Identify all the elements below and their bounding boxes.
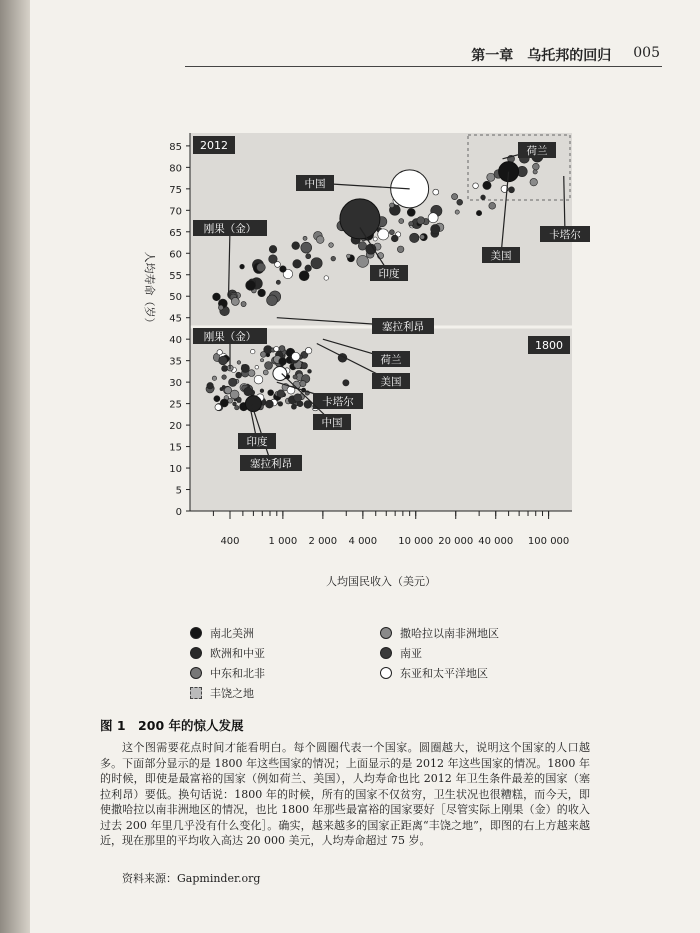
- x-axis: [190, 511, 572, 547]
- bubble-2012: [428, 213, 438, 223]
- bubble-1800: [277, 390, 285, 398]
- x-tick-label: 40 000: [478, 536, 514, 547]
- y-axis-label: 人均寿命（岁）: [143, 251, 156, 329]
- bubble-2012: [358, 242, 366, 250]
- bubble-2012: [305, 265, 312, 272]
- y-tick-label: 10: [169, 464, 182, 476]
- legend-item: [190, 685, 254, 701]
- y-axis: [169, 133, 190, 518]
- bubble-1800: [291, 404, 296, 409]
- bubble-1800: [263, 370, 268, 375]
- legend-item: [380, 665, 488, 681]
- bubble-1800: [214, 396, 220, 402]
- legend-swatch: [380, 647, 392, 659]
- y-tick-label: 80: [169, 163, 182, 175]
- y-tick-label: 0: [175, 507, 182, 518]
- legend-label: 中东和北非: [210, 667, 265, 680]
- bubble-1800: [279, 358, 287, 366]
- x-tick-label: 10 000: [398, 536, 434, 547]
- x-tick-label: 2 000: [308, 536, 338, 547]
- country-label: 美国: [380, 376, 402, 388]
- country-label: 中国: [321, 417, 343, 429]
- bubble-1800: [241, 364, 249, 372]
- bubble-2012: [410, 233, 419, 242]
- bubble-1800: [301, 363, 307, 369]
- legend-item: [190, 645, 265, 661]
- legend-item: [380, 625, 499, 641]
- bubble-1800: [233, 402, 237, 406]
- y-tick-label: 75: [169, 184, 182, 196]
- y-tick-label: 35: [169, 356, 182, 368]
- y-tick-label: 60: [169, 249, 182, 261]
- bubble-1800: [300, 381, 306, 387]
- bubble-1800: [266, 353, 270, 357]
- bubble-1800: [236, 372, 242, 378]
- bubble-2012: [231, 297, 239, 305]
- page-number: 005: [633, 45, 660, 61]
- bubble-1800: [274, 346, 279, 351]
- bubble-2012: [246, 280, 256, 290]
- bubble-2012: [357, 255, 369, 267]
- legend-label: 东亚和太平洋地区: [400, 667, 488, 680]
- bubble-2012: [276, 280, 280, 284]
- bubble-1800: [291, 352, 299, 360]
- country-label: 刚果（金）: [203, 331, 257, 343]
- bubble-2012: [530, 178, 538, 186]
- y-tick-label: 20: [169, 421, 182, 433]
- bubble-2012: [452, 194, 458, 200]
- country-label: 中国: [304, 178, 326, 190]
- bubble-2012: [311, 258, 322, 269]
- legend-label: 撒哈拉以南非洲地区: [400, 627, 499, 640]
- legend-label: 欧洲和中亚: [210, 647, 265, 660]
- bubble-2012: [240, 264, 245, 269]
- y-tick-label: 30: [169, 378, 182, 390]
- bubble-1800: [308, 369, 312, 373]
- x-tick-label: 100 000: [527, 536, 570, 547]
- country-label: 印度: [378, 268, 400, 280]
- bubble-2012: [399, 219, 404, 224]
- bubble-1800: [207, 382, 213, 388]
- figure-caption-title: 图 1 200 年的惊人发展: [100, 718, 244, 733]
- bubble-1800: [265, 400, 273, 408]
- bubble-2012: [267, 295, 278, 306]
- bubble-2012: [409, 221, 414, 226]
- bubble-2012: [476, 210, 481, 215]
- country-label: 印度: [246, 436, 268, 448]
- country-label: 荷兰: [380, 354, 402, 366]
- bubble-2012: [280, 266, 287, 273]
- source-note: 资料来源：Gapminder.org: [122, 872, 261, 885]
- bubble-2012: [481, 195, 486, 200]
- bubble-2012: [417, 217, 425, 225]
- bubble-2012: [391, 235, 398, 242]
- country-label: 塞拉利昂: [250, 458, 292, 470]
- bubble-2012: [509, 187, 515, 193]
- bubble-2012: [389, 203, 394, 208]
- bubble-1800: [219, 356, 228, 365]
- bubble-1800: [244, 387, 252, 395]
- legend-swatch: [190, 667, 202, 679]
- y-tick-label: 25: [169, 399, 182, 411]
- bubble-1800: [248, 370, 255, 377]
- bubble-2012: [324, 276, 328, 280]
- bubble-1800: [260, 359, 263, 362]
- y-tick-label: 15: [169, 442, 182, 454]
- bubble-1800: [293, 375, 297, 379]
- year-label-1800: 1800: [535, 339, 563, 352]
- bubble-1800: [294, 394, 302, 402]
- country-label: 刚果（金）: [203, 223, 257, 235]
- legend-swatch: [190, 627, 202, 639]
- y-tick-label: 55: [169, 270, 182, 282]
- legend-label: 丰饶之地: [210, 687, 254, 700]
- legend-swatch: [380, 667, 392, 679]
- year-tag-1800: [528, 336, 570, 354]
- country-label: 卡塔尔: [549, 229, 581, 241]
- y-tick-label: 45: [169, 313, 182, 325]
- bubble-1800: [279, 346, 285, 352]
- year-tag-2012: [193, 136, 235, 154]
- bubble-2012: [489, 202, 496, 209]
- y-tick-label: 50: [169, 292, 182, 304]
- bubble-2012: [258, 289, 266, 297]
- bubble-2012: [329, 243, 334, 248]
- bubble-2012: [241, 301, 246, 306]
- x-tick-label: 4 000: [348, 536, 378, 547]
- bubble-1800: [268, 390, 274, 396]
- bubble-2012: [292, 242, 300, 250]
- y-tick-label: 65: [169, 227, 182, 239]
- bubble-2012: [269, 245, 277, 253]
- bubble-2012: [455, 210, 459, 214]
- legend-label: 南北美洲: [210, 627, 254, 640]
- bubble-1800: [260, 352, 266, 358]
- bubble-1800: [230, 390, 239, 399]
- year-label-2012: 2012: [200, 139, 228, 152]
- bubble-2012: [303, 236, 307, 240]
- y-tick-label: 40: [169, 335, 182, 347]
- country-label: 塞拉利昂: [382, 321, 424, 333]
- y-tick-label: 85: [169, 141, 182, 153]
- bubble-2012: [533, 170, 537, 174]
- bubble-2012: [213, 293, 221, 301]
- bubble-1800: [251, 349, 255, 353]
- x-tick-label: 20 000: [438, 536, 474, 547]
- bubble-2012: [269, 255, 278, 264]
- legend-swatch: [190, 687, 202, 699]
- chapter-title: 第一章 乌托邦的回归: [471, 48, 612, 64]
- bubble-2012: [218, 305, 223, 310]
- legend-item: [190, 665, 265, 681]
- bubble-1800: [305, 347, 311, 353]
- bubble-2012: [378, 229, 389, 240]
- y-tick-label: 70: [169, 206, 182, 218]
- bubble-2012: [331, 256, 336, 261]
- legend-item: [190, 625, 254, 641]
- bubble-1800: [254, 375, 263, 384]
- bubble-1800: [222, 365, 228, 371]
- bubble-2012: [299, 271, 309, 281]
- bubble-2012: [457, 199, 463, 205]
- legend-label: 南亚: [400, 647, 422, 660]
- figure-caption-body: 这个图需要花点时间才能看明白。每个圆圈代表一个国家。圆圈越大，说明这个国家的人口越多。下面部分显示的是 1800 年这些国家的情况；上面显示的是 2012 年这些国家的情况。1800 年的时候，即使是最富裕的国家（例如荷兰、美国），人均寿命也比 2012 年卫生条件最差的国家（塞拉利昂）要低。换句话说：1800 年的时候，所有的国家不仅贫穷，卫生状况也很糟糕，而今天，即使撒哈拉以南非洲地区的情况，也比 1800 年那些最富裕的国家要好［尽管实际上刚果（金）的收入过去 200 年里几乎没有什么变化］。确实，越来越多的国家正距离“丰饶之地”，即图的右上方越来越近，现在那里的平均收入高达 20 000 美元，人均寿命超过 75 岁。: [100, 741, 590, 847]
- bubble-1800: [235, 406, 239, 410]
- legend-swatch: [190, 647, 202, 659]
- y-tick-label: 5: [175, 485, 182, 497]
- bubble-2012: [293, 260, 302, 269]
- bubble-2012: [420, 235, 425, 240]
- bubble-2012: [533, 163, 540, 170]
- legend-swatch: [380, 627, 392, 639]
- bubble-2012: [316, 236, 324, 244]
- bubble-1800: [220, 399, 228, 407]
- bubble-1800: [220, 387, 223, 390]
- bubble-2012: [433, 189, 439, 195]
- x-axis-label: 人均国民收入（美元）: [326, 575, 436, 588]
- bubble-1800: [222, 375, 227, 380]
- bubble-1800: [278, 401, 283, 406]
- bubble-2012: [407, 208, 415, 216]
- bubble-china-1800: [273, 367, 287, 381]
- bubble-2012: [431, 224, 440, 233]
- x-tick-label: 400: [220, 536, 240, 547]
- bubble-2012: [257, 263, 266, 272]
- bubble-1800: [255, 365, 259, 369]
- bubble-2012: [347, 254, 351, 258]
- bubble-1800: [237, 361, 241, 365]
- bubble-india-2012: [340, 199, 380, 239]
- bubble-1800: [215, 404, 221, 410]
- bubble-1800: [260, 389, 264, 393]
- bubble-1800: [212, 376, 216, 380]
- bubble-2012: [373, 237, 377, 241]
- bubble-1800: [265, 362, 273, 370]
- bubble-2012: [389, 230, 394, 235]
- bubble-1800: [229, 378, 237, 386]
- bubble-2012: [306, 254, 311, 259]
- country-label: 卡塔尔: [322, 396, 354, 408]
- bubble-2012: [397, 246, 404, 253]
- bubble-2012: [483, 181, 491, 189]
- bubble-1800: [343, 380, 349, 386]
- bubble-1800: [217, 350, 222, 355]
- country-label: 荷兰: [526, 145, 548, 157]
- x-tick-label: 1 000: [268, 536, 298, 547]
- country-label: 美国: [490, 250, 512, 262]
- legend-item: [380, 645, 422, 661]
- bubble-2012: [473, 183, 479, 189]
- bubble-2012: [301, 242, 312, 253]
